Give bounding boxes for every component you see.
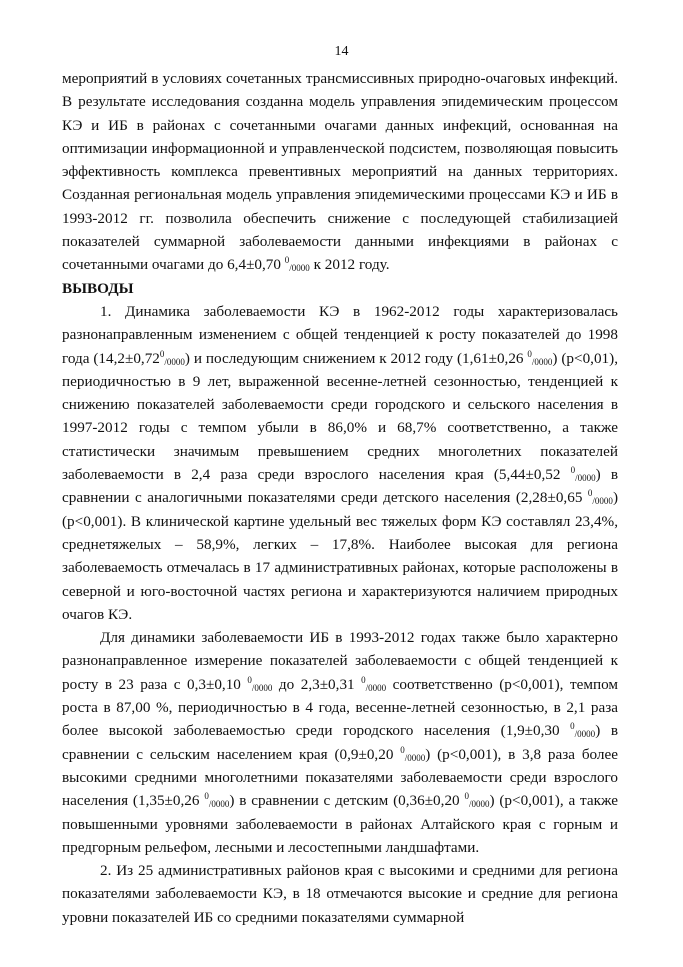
page-number: 14 bbox=[334, 44, 349, 59]
section-heading: ВЫВОДЫ bbox=[62, 279, 134, 297]
unit-sup: 0 bbox=[570, 465, 576, 476]
unit-sub: /0000 bbox=[251, 682, 273, 693]
unit-sub: /0000 bbox=[575, 473, 596, 484]
unit-sup: 0 bbox=[204, 791, 209, 802]
unit-sub: /0000 bbox=[468, 799, 490, 810]
ib-text-c: соответственно (p<0,001), темпом роста в 87,00 %, периодичностью в 4 года, весенне-летней сезонностью, в 2,1 раза более высокой заболеваемостью среди городского населения (1,9±0,30 bbox=[62, 675, 618, 740]
ib-text-e: ) (p<0,001), в 3,8 раза более высокими средними многолетними показателями заболеваемости среди взрослого населения (1,35±0,26 bbox=[62, 745, 618, 810]
c1-text-d: ) в сравнении с аналогичными показателями среди детского населения (2,28±0,65 bbox=[62, 466, 619, 507]
ib-paragraph bbox=[62, 626, 618, 859]
unit-sub: /0000 bbox=[592, 496, 613, 507]
ib-text-g: ) (p<0,001), а также повышенными уровнями заболеваемости в районах Алтайского края с горным и предгорным рельефом, лесными и лесостепными ландшафтами. bbox=[62, 792, 618, 856]
unit-sub: /0000 bbox=[574, 729, 596, 740]
unit-sup: 0 bbox=[284, 255, 290, 266]
c1-text-e: ) (p<0,001). В клинической картине удельный вес тяжелых форм КЭ составлял 23,4%, среднетяжелых – 58,9%, легких – 17,8%. Наиболее высокая для региона заболеваемость отмечалась в 17 административных районах, которые расположены в северной и юго-восточной частях региона и характеризуются наличием природных очагов КЭ. bbox=[62, 489, 618, 623]
unit-sub: /0000 bbox=[365, 682, 387, 693]
unit-sup: 0 bbox=[527, 348, 532, 359]
unit-sup: 0 bbox=[464, 791, 469, 802]
unit-sup: 0 bbox=[400, 744, 405, 755]
conclusion-2-paragraph: 2. Из 25 административных районов края с высокими и средними для региона показателями заболеваемости КЭ, в 18 отмечаются высокие и средние для региона уровни показателей ИБ со средними показателями суммарной bbox=[62, 862, 618, 926]
unit-sub: /0000 bbox=[208, 799, 230, 810]
intro-paragraph bbox=[62, 67, 618, 277]
c1-text-b: ) и последующим снижением к 2012 году (1,61±0,26 bbox=[184, 349, 528, 367]
page-body bbox=[62, 67, 618, 929]
ib-text-f: ) в сравнении с детским (0,36±0,20 bbox=[229, 792, 465, 810]
ib-text-d: ) в сравнении с сельским населением края (0,9±0,20 bbox=[62, 722, 618, 763]
unit-sub: /0000 bbox=[289, 263, 310, 274]
unit-sub: /0000 bbox=[164, 356, 185, 367]
unit-sup: 0 bbox=[247, 674, 252, 685]
intro-tail: к 2012 году. bbox=[309, 256, 390, 274]
unit-sup: 0 bbox=[159, 348, 165, 359]
unit-sup: 0 bbox=[570, 721, 575, 732]
conclusion-1-paragraph bbox=[62, 300, 618, 626]
unit-sup: 0 bbox=[361, 674, 366, 685]
unit-sub: /0000 bbox=[404, 752, 426, 763]
c1-text-c: ) (p<0,01), периодичностью в 9 лет, выраженной весенне-летней сезонностью, тенденцией к снижению показателей заболеваемости среди городского и сельского населения в 1997-2012 годы с темпом убыли в 86,0% и 68,7% соответственно, а также статистически значимым превышением средних многолетних показателей заболеваемости в 2,4 раза среди взрослого населения края (5,44±0,52 bbox=[62, 349, 618, 484]
unit-sup: 0 bbox=[587, 488, 593, 499]
intro-text: мероприятий в условиях сочетанных трансмиссивных природно-очаговых инфекций. В результате исследования созданна модель управления эпидемическим процессом КЭ и ИБ в районах с сочетанными очагами данных инфекций, основанная на оптимизации информационной и управленческой подсистем, позволяющая повысить эффективность комплекса превентивных мероприятий на данных территориях. Созданная региональная модель управления эпидемическими процессами КЭ и ИБ в 1993-2012 гг. позволила обеспечить снижение с последующей стабилизацией показателей суммарной заболеваемости данными инфекциями в районах с сочетанными очагами до 6,4±0,70 bbox=[62, 70, 618, 274]
ib-text-b: до 2,3±0,31 bbox=[272, 675, 362, 693]
unit-sub: /0000 bbox=[531, 356, 553, 367]
ib-text-a: Для динамики заболеваемости ИБ в 1993-2012 годах также было характерно разнонаправленное измерение показателей заболеваемости с общей тенденцией к росту в 23 раза с 0,3±0,10 bbox=[62, 629, 618, 693]
c1-text-a: 1. Динамика заболеваемости КЭ в 1962-2012 годы характеризовалась разнонаправленным изменением с общей тенденцией к росту показателей до 1998 года (14,2±0,72 bbox=[62, 302, 618, 367]
